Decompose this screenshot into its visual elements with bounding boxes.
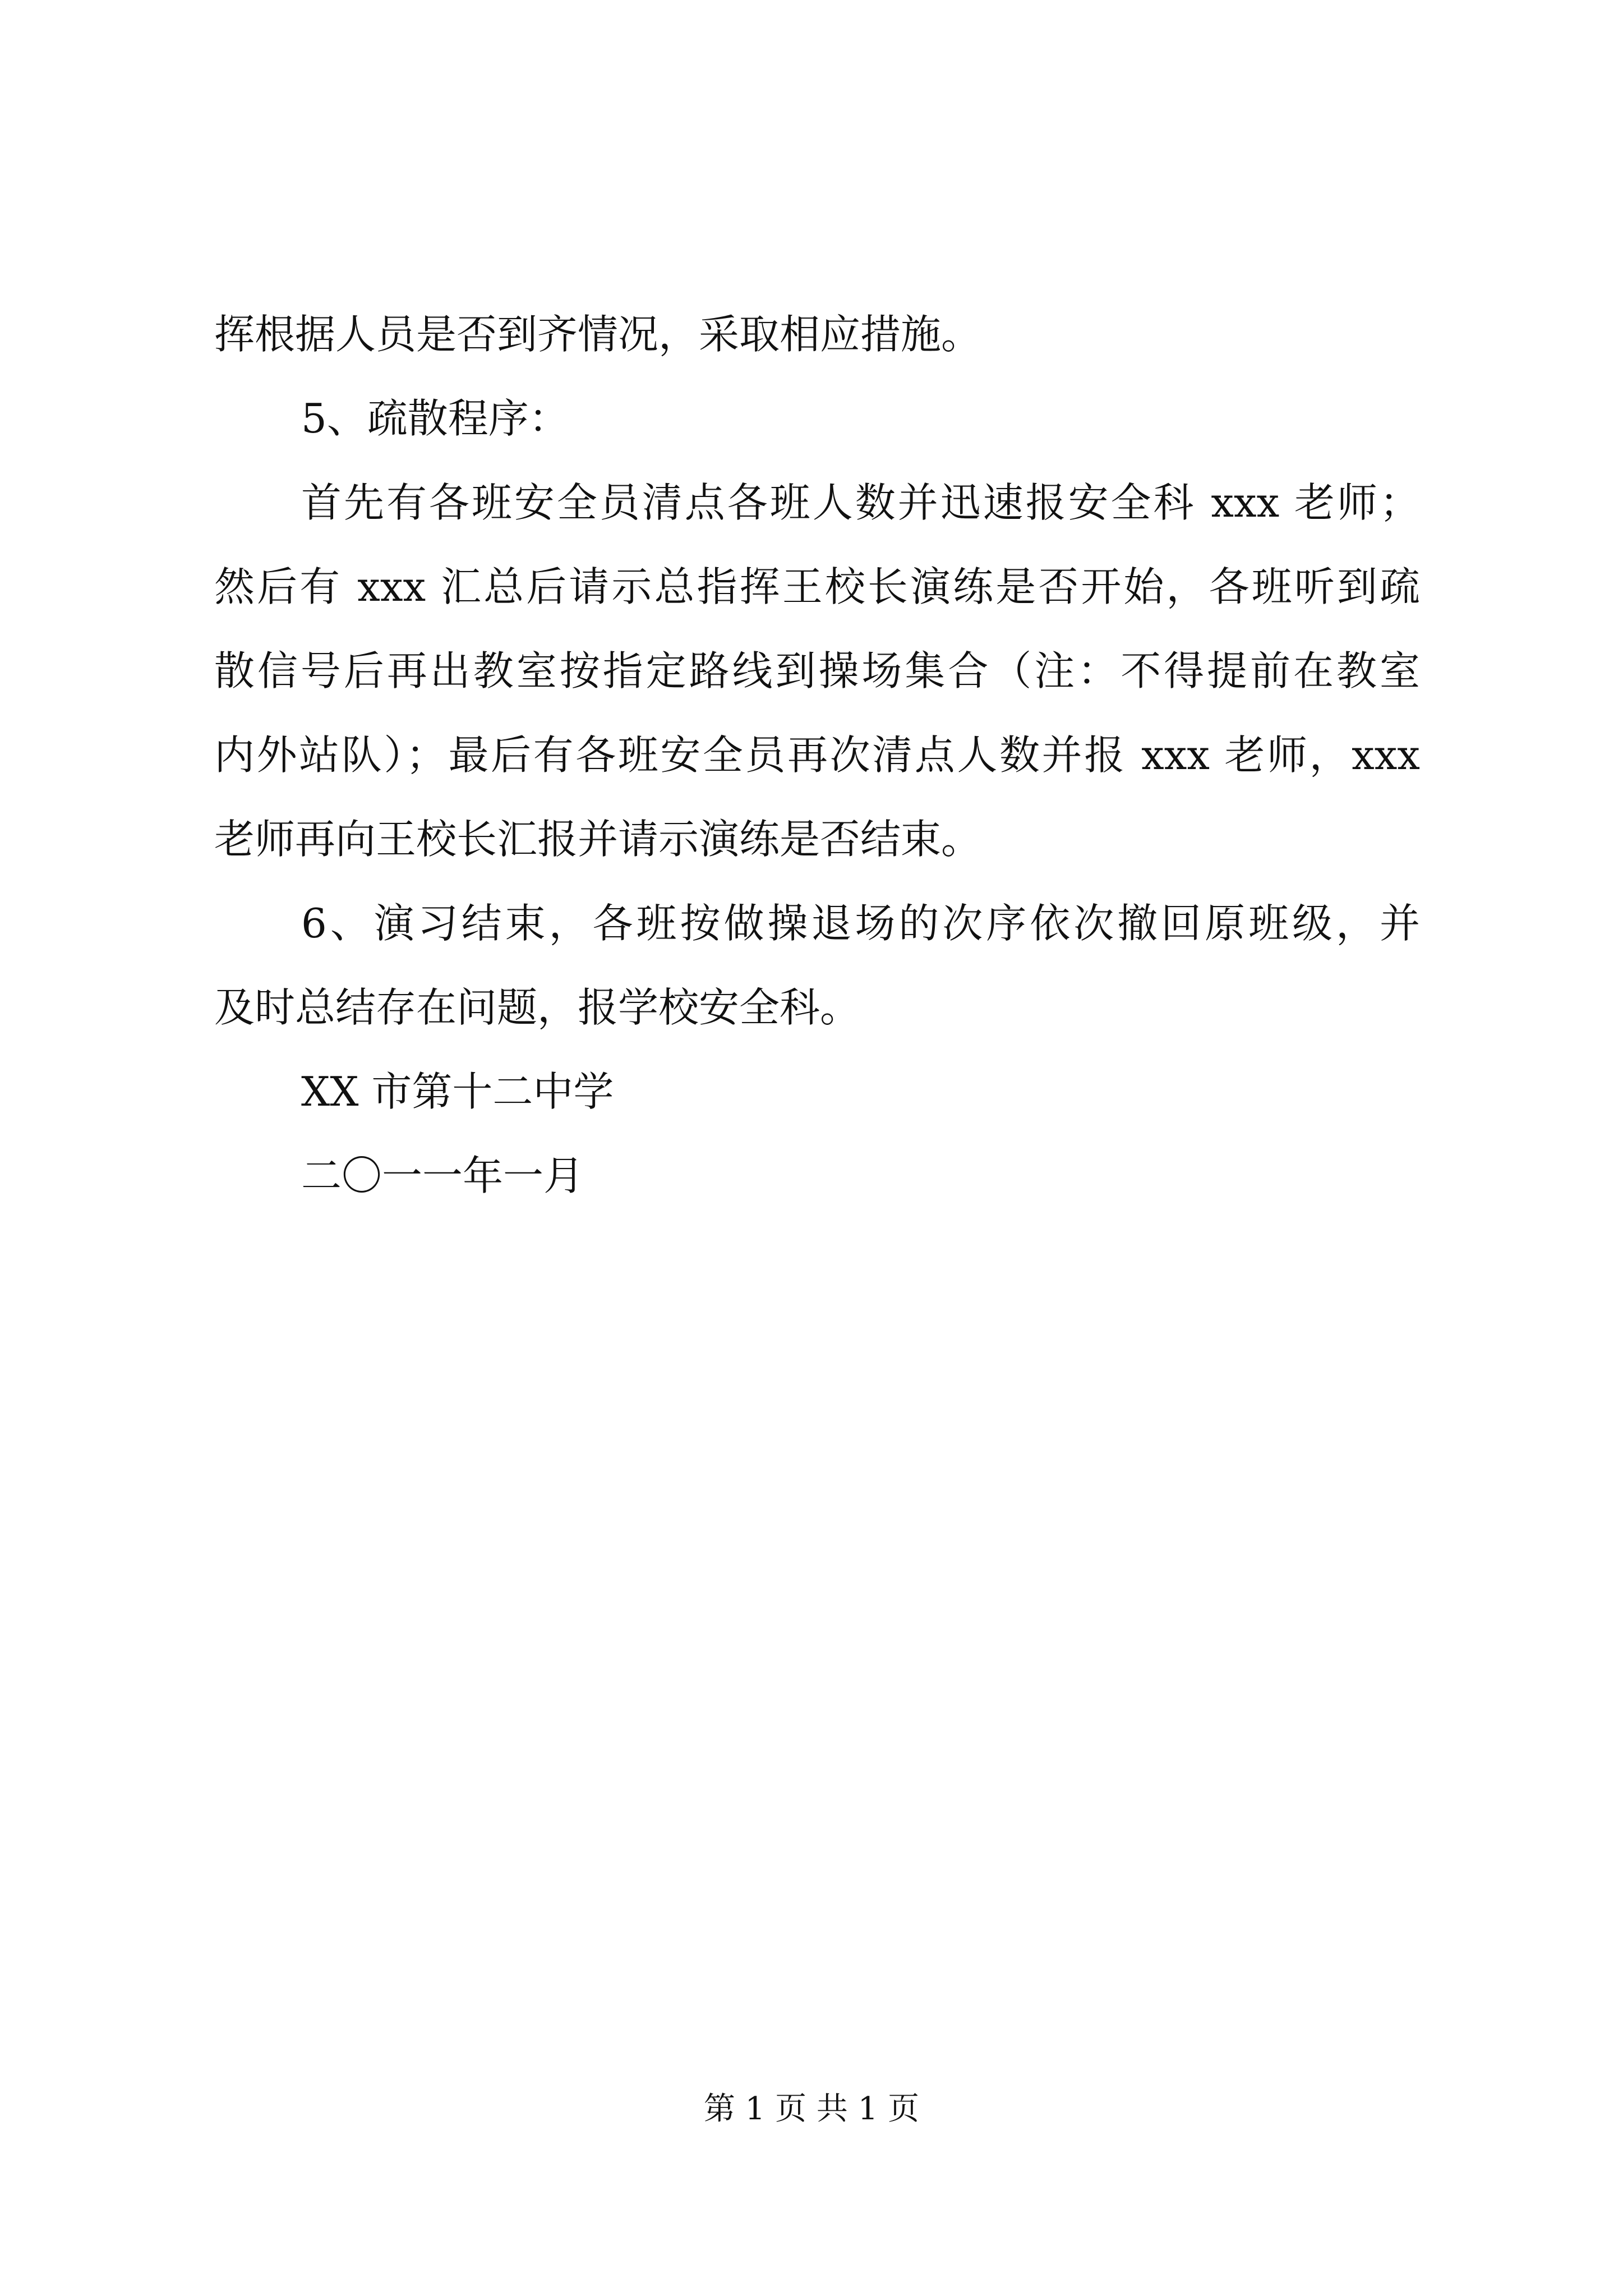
paragraph-line: 及时总结存在问题，报学校安全科。	[214, 984, 861, 1031]
paragraph-line: 老师再向王校长汇报并请示演练是否结束。	[214, 816, 982, 863]
paragraph-line: 内外站队）；最后有各班安全员再次清点人数并报 xxx 老师，xxx	[214, 731, 1420, 779]
signature-date: 二〇一一年一月	[301, 1152, 584, 1199]
paragraph-line: 挥根据人员是否到齐情况，采取相应措施。	[214, 311, 982, 358]
paragraph-line: 首先有各班安全员清点各班人数并迅速报安全科 xxx 老师；	[301, 479, 1420, 526]
section-heading: 5、疏散程序：	[301, 395, 569, 442]
paragraph-line: 然后有 xxx 汇总后请示总指挥王校长演练是否开始，各班听到疏	[214, 563, 1420, 610]
paragraph-line: 散信号后再出教室按指定路线到操场集合（注：不得提前在教室	[214, 647, 1420, 694]
signature-organization: XX 市第十二中学	[301, 1068, 614, 1115]
page-number-footer: 第 1 页 共 1 页	[703, 2091, 920, 2127]
paragraph-line: 6、演习结束，各班按做操退场的次序依次撤回原班级，并	[301, 900, 1420, 947]
